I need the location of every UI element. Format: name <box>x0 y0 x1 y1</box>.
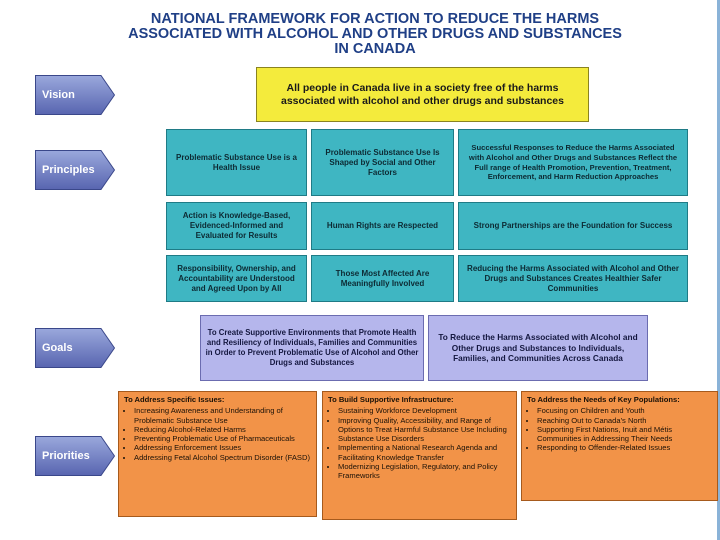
priority-box-populations <box>521 391 718 501</box>
principle-box-4: Action is Knowledge-Based, Evidenced-Informed and Evaluated for Results <box>166 202 307 250</box>
priority-issues-list <box>124 406 311 462</box>
priority-issues-heading: To Address Specific Issues: <box>124 395 225 404</box>
list-item: • Addressing Fetal Alcohol Spectrum Disorder (FASD) <box>134 453 311 462</box>
list-item: • Modernizing Legislation, Regulatory, and Policy Frameworks <box>338 462 511 481</box>
list-item: • Sustaining Workforce Development <box>338 406 511 415</box>
list-item: • Reaching Out to Canada's North <box>537 416 712 425</box>
principle-box-8: Those Most Affected Are Meaningfully Involved <box>311 255 454 302</box>
title-line-1: NATIONAL FRAMEWORK FOR ACTION TO REDUCE THE HARMS <box>150 11 600 27</box>
priority-box-infrastructure <box>322 391 517 520</box>
list-item: • Increasing Awareness and Understanding of Problematic Substance Use <box>134 406 311 425</box>
principle-box-6: Strong Partnerships are the Foundation for Success <box>458 202 688 250</box>
goal-box-2: To Reduce the Harms Associated with Alcohol and Other Drugs and Substances to Individuals, Families, and Communities Across Canada <box>428 315 648 381</box>
title-line-2: ASSOCIATED WITH ALCOHOL AND OTHER DRUGS AND SUBSTANCES <box>128 26 622 42</box>
goals-label <box>35 328 115 368</box>
priority-infrastructure-list <box>328 406 511 480</box>
priority-infrastructure-heading: To Build Supportive Infrastructure: <box>328 395 454 404</box>
vision-label <box>35 75 115 115</box>
principle-box-3: Successful Responses to Reduce the Harms Associated with Alcohol and Other Drugs and Substances Reflect the Full range of Health Promotion, Prevention, Treatment, Enforcement, and Harm Reduction Approaches <box>458 129 688 196</box>
principle-box-1: Problematic Substance Use is a Health Issue <box>166 129 307 196</box>
goal-box-1: To Create Supportive Environments that Promote Health and Resiliency of Individuals, Families and Communities in Order to Prevent Problematic Use of Alcohol and Other Drugs and Substances <box>200 315 424 381</box>
list-item: • Reducing Alcohol-Related Harms <box>134 425 311 434</box>
goals-label-text: Goals <box>42 342 73 354</box>
priority-populations-heading: To Address the Needs of Key Populations: <box>527 395 680 404</box>
page-title <box>90 12 660 57</box>
principles-label-text: Principles <box>42 164 95 176</box>
list-item: • Preventing Problematic Use of Pharmaceuticals <box>134 434 311 443</box>
list-item: • Responding to Offender-Related Issues <box>537 443 712 452</box>
vision-label-text: Vision <box>42 89 75 101</box>
vision-box: All people in Canada live in a society free of the harms associated with alcohol and other drugs and substances <box>256 67 589 122</box>
priorities-label <box>35 436 115 476</box>
principles-label <box>35 150 115 190</box>
priority-box-issues <box>118 391 317 517</box>
principle-box-2: Problematic Substance Use Is Shaped by Social and Other Factors <box>311 129 454 196</box>
list-item: • Addressing Enforcement Issues <box>134 443 311 452</box>
principle-box-7: Responsibility, Ownership, and Accountability are Understood and Agreed Upon by All <box>166 255 307 302</box>
list-item: • Focusing on Children and Youth <box>537 406 712 415</box>
priority-populations-list <box>527 406 712 452</box>
list-item: • Implementing a National Research Agenda and Facilitating Knowledge Transfer <box>338 443 511 462</box>
list-item: • Supporting First Nations, Inuit and Métis Communities in Addressing Their Needs <box>537 425 712 444</box>
priorities-label-text: Priorities <box>42 450 90 462</box>
principle-box-9: Reducing the Harms Associated with Alcohol and Other Drugs and Substances Creates Healthier Safer Communities <box>458 255 688 302</box>
principle-box-5: Human Rights are Respected <box>311 202 454 250</box>
title-line-3: IN CANADA <box>334 41 416 57</box>
list-item: • Improving Quality, Accessibility, and Range of Options to Treat Harmful Substance Use Including Substance Use Disorders <box>338 416 511 444</box>
